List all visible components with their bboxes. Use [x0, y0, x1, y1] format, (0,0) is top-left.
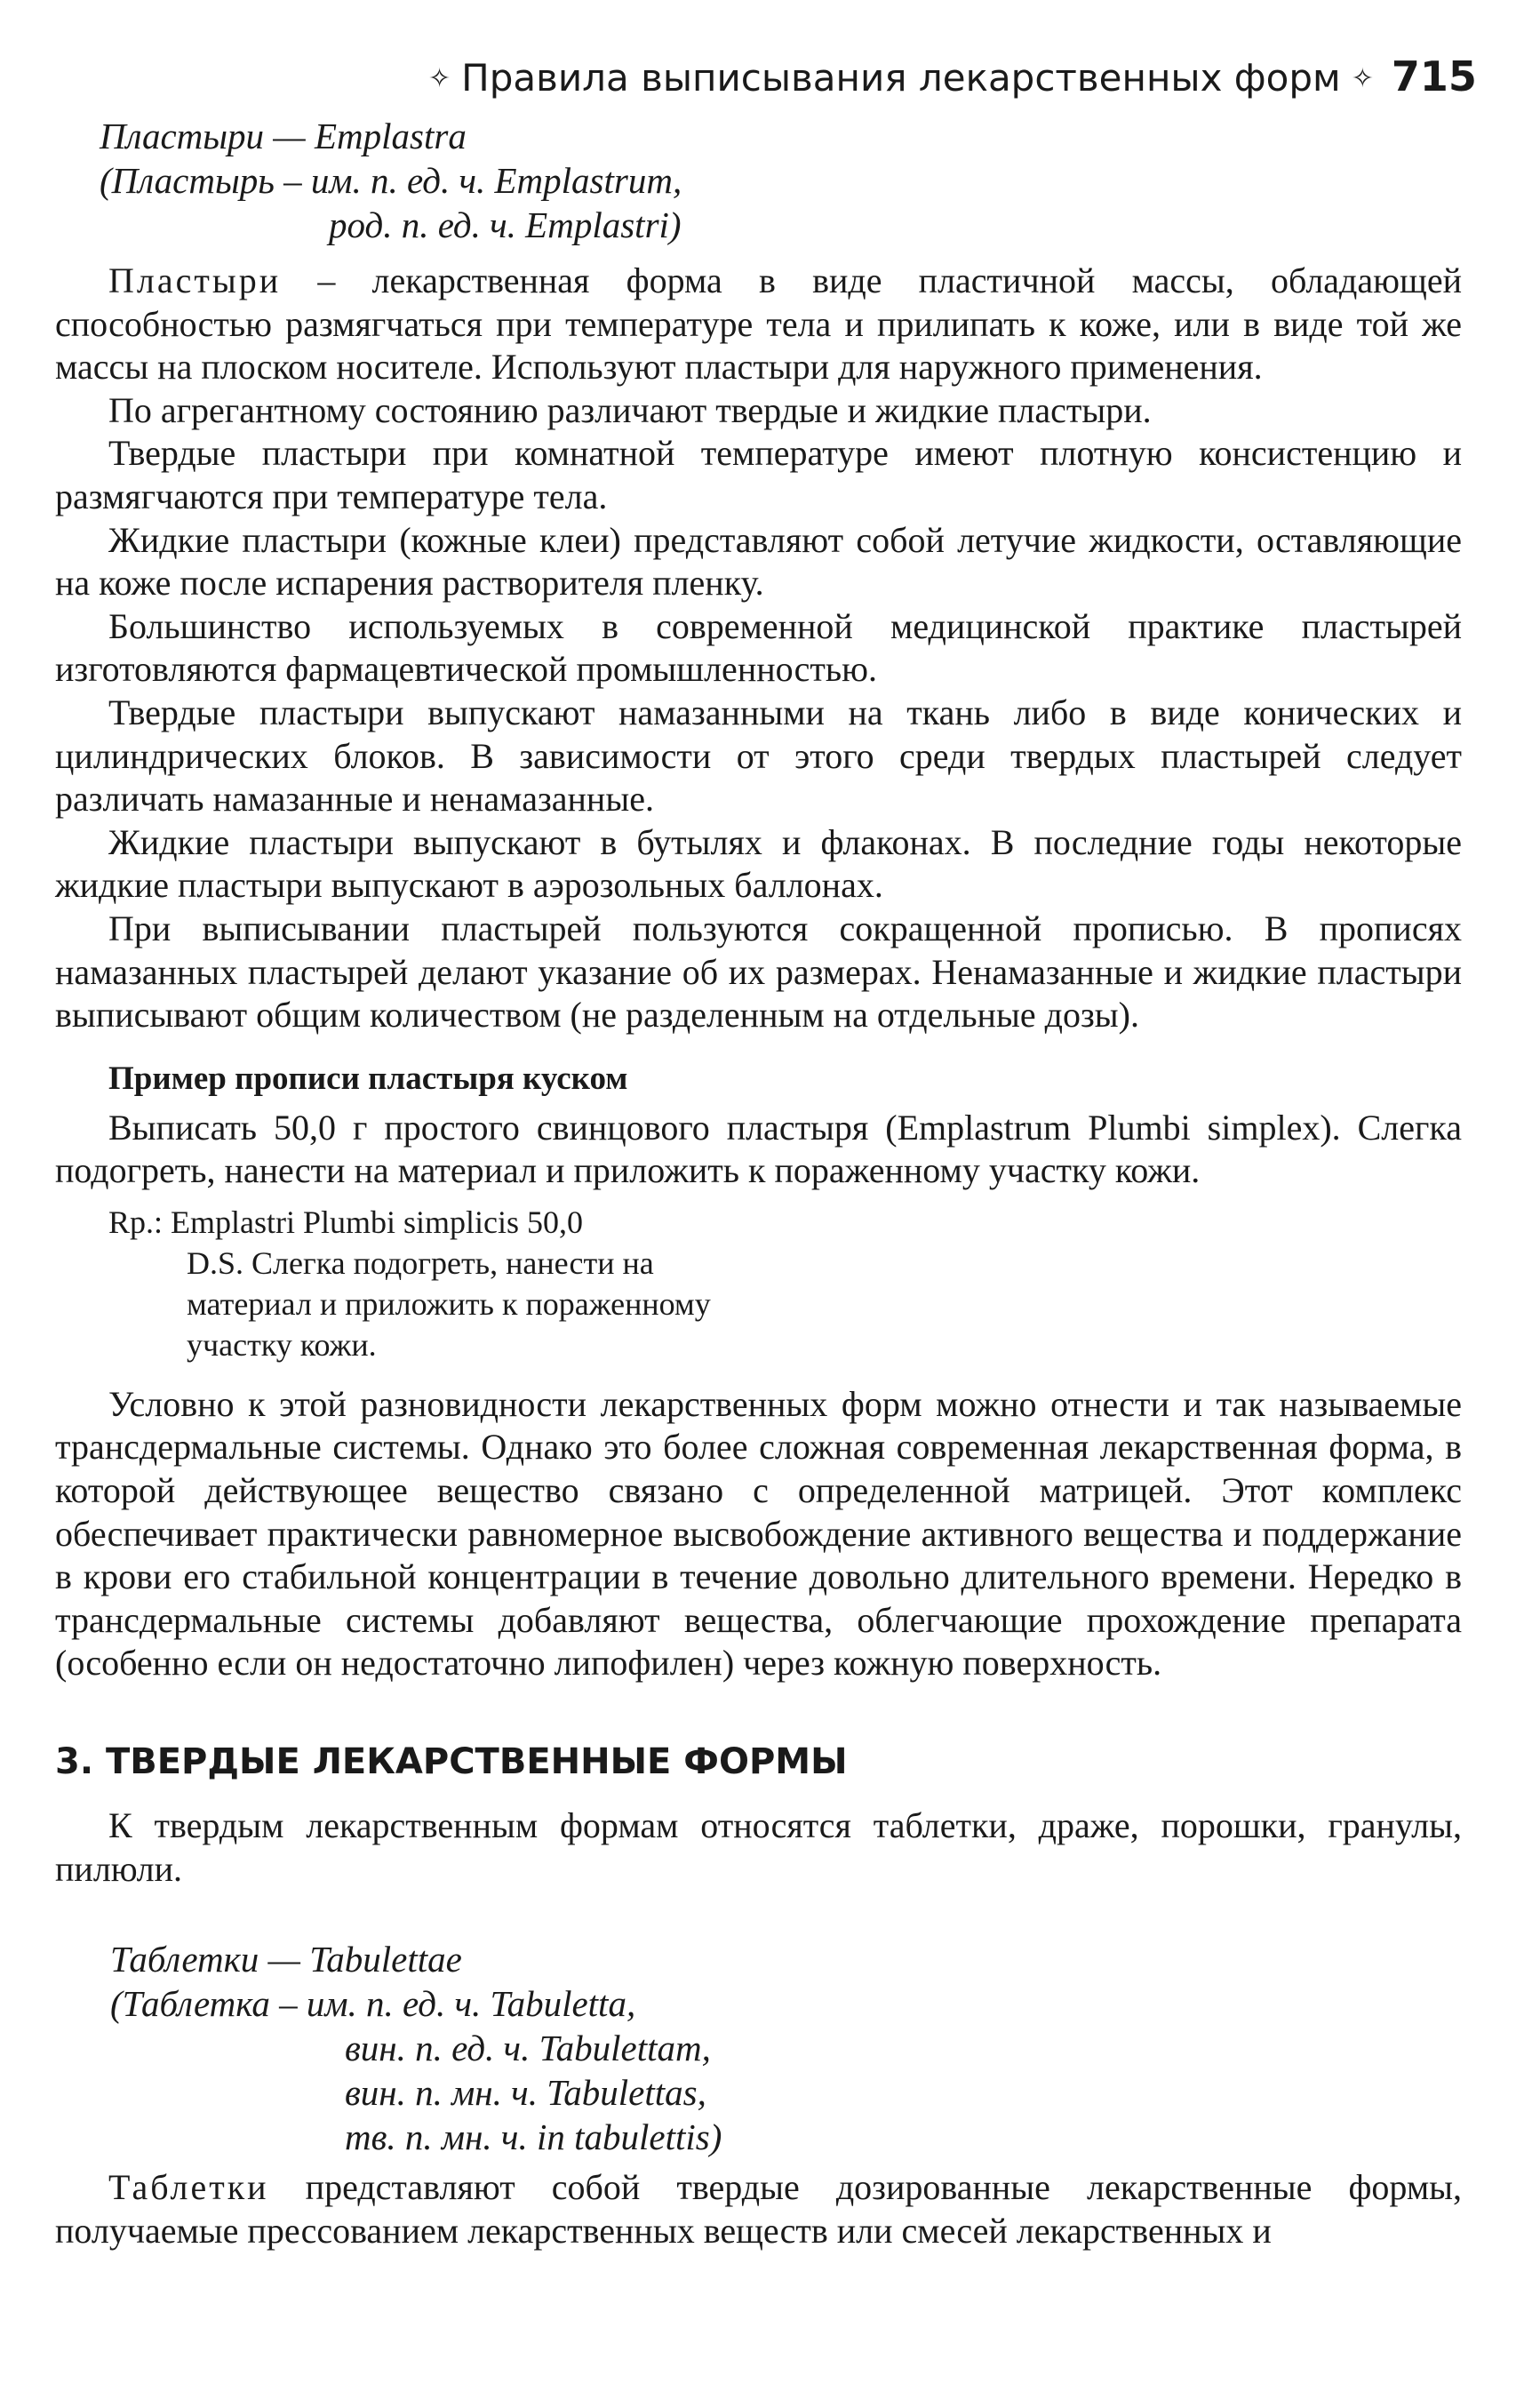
tablets-declension-line: (Таблетка – им. п. ед. ч. Tabuletta, [110, 1983, 636, 2025]
paragraph: Жидкие пластыри выпускают в бутылях и флаконах. В последние годы некоторые жидкие пластыри выпускают в аэрозольных баллонах. [55, 821, 1462, 906]
page-number: 715 [1391, 52, 1477, 100]
paragraph: Условно к этой разновидности лекарственных форм можно отнести и так называемые трансдермальные системы. Однако это более сложная современная лекарственная форма, в которой действующее вещество связано с определенной матрицей. Этот комплекс обеспечивает практически равномерное высвобождение активного вещества и поддержание в крови его стабильной концентрации в течение довольно длительного времени. Нередко в трансдермальные системы добавляют вещества, облегчающие прохождение препарата (особенно если он недостаточно липофилен) через кожную поверхность. [55, 1383, 1462, 1684]
paragraph: Твердые пластыри при комнатной температуре имеют плотную консистенцию и размягчаются при температуре тела. [55, 433, 1462, 516]
term: Пластыри [108, 260, 282, 300]
paragraph: Жидкие пластыри (кожные клеи) представляют собой летучие жидкости, оставляющие на коже после испарения растворителя пленку. [55, 519, 1462, 604]
ornament-icon: ✧ [428, 63, 451, 94]
prescription-line [55, 1284, 1462, 1324]
tablets-title-block [55, 1937, 1462, 2159]
ornament-icon: ✧ [1351, 63, 1374, 94]
prescription-text: D.S. Слегка подогреть, нанести на [187, 1244, 654, 1281]
plasters-title-block [55, 114, 1462, 247]
paragraph-text: – лекарственная форма в виде пластичной массы, обладающей способностью размягчаться при температуре тела и прилипать к коже, или в виде той же массы на плоском носителе. Используют пластыри для наружного применения. [55, 260, 1462, 388]
paragraph: По агрегантному состоянию различают твердые и жидкие пластыри. [108, 389, 1152, 430]
paragraph [55, 2166, 1462, 2252]
paragraph: При выписывании пластырей пользуются сокращенной прописью. В прописях намазанных пластырей делают указание об их размерах. Ненамазанные и жидкие пластыри выписывают общим количеством (не разделенным на отдельные дозы). [55, 908, 1462, 1036]
running-header [418, 50, 1477, 103]
tablets-title: Таблетки — Tabulettae [110, 1939, 462, 1980]
prescription-line [55, 1324, 1462, 1365]
tablets-declension-line: вин. п. ед. ч. Tabulettam, [345, 2028, 711, 2069]
example-text: Выписать 50,0 г простого свинцового пластыря (Emplastrum Plumbi simplex). Слегка подогреть, нанести на материал и приложить к пораженному участку кожи. [55, 1107, 1462, 1191]
tablets-declension-line: тв. п. мн. ч. in tabulettis) [345, 2116, 722, 2158]
page-content [55, 114, 1462, 2252]
prescription-text: участку кожи. [187, 1326, 377, 1363]
paragraph: Твердые пластыри выпускают намазанными на ткань либо в виде конических и цилиндрических блоков. В зависимости от этого среди твердых пластырей следует различать намазанные и ненамазанные. [55, 692, 1462, 820]
plasters-declension-line: (Пластырь – им. п. ед. ч. Emplastrum, [100, 160, 682, 201]
example-heading: Пример прописи пластыря куском [108, 1060, 628, 1097]
prescription-block [55, 1202, 1462, 1365]
prescription-line: Rp.: Emplastri Plumbi simplicis 50,0 [108, 1204, 584, 1240]
running-title: Правила выписывания лекарственных форм [461, 56, 1341, 100]
paragraph: Большинство используемых в современной медицинской практике пластырей изготовляются фармацевтической промышленностью. [55, 605, 1462, 690]
tablets-declension-line: вин. п. мн. ч. Tabulettas, [345, 2072, 706, 2114]
prescription-text: материал и приложить к пораженному [187, 1285, 711, 1322]
paragraph: К твердым лекарственным формам относятся таблетки, драже, порошки, гранулы, пилюли. [55, 1805, 1462, 1889]
paragraph-text: представляют собой твердые дозированные лекарственные формы, получаемые прессованием лекарственных веществ или смесей лекарственных и [55, 2167, 1462, 2251]
term: Таблетки [108, 2167, 269, 2208]
plasters-title: Пластыри — Emplastra [100, 116, 467, 156]
paragraph [55, 260, 1462, 389]
section-heading: 3. ТВЕРДЫЕ ЛЕКАРСТВЕННЫЕ ФОРМЫ [55, 1741, 848, 1783]
plasters-declension-line: род. п. ед. ч. Emplastri) [329, 204, 682, 245]
prescription-line [55, 1243, 1462, 1284]
